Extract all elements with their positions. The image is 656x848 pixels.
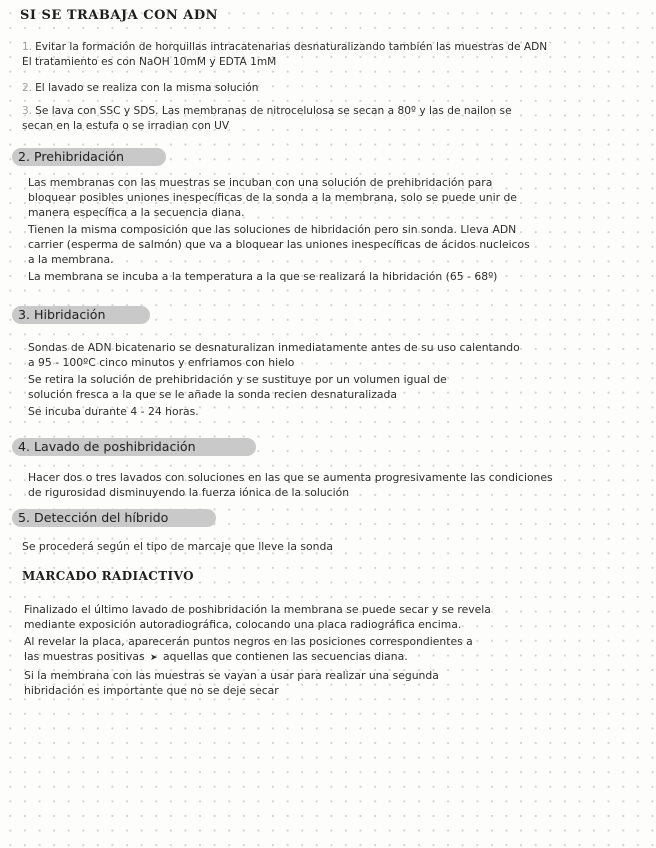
note-number: 1. [22,41,33,53]
paragraph-line: Las membranas con las muestras se incuban con una solución de prehibridación para [28,176,493,189]
paragraph-line: Al revelar la placa, aparecerán puntos negros en las posiciones correspondientes a [24,635,473,648]
section-heading-deteccion: 5. Detección del híbrido [12,509,216,527]
section-heading-lavado: 4. Lavado de poshibridación [12,438,256,456]
section-heading-hibridacion: 3. Hibridación [12,306,150,324]
paragraph [24,602,632,632]
note-item-1 [22,40,547,70]
note-item-3 [22,104,512,134]
section-body-deteccion [22,539,630,556]
paragraph-line: carrier (esperma de salmón) que va a bloquear las uniones inespecíficas de ácidos nucleicos [28,238,530,251]
paragraph-line: manera específica a la secuencia diana. [28,206,245,219]
note-text: Se lava con SSC y SDS. Las membranas de nitrocelulosa se secan a 80º y las de nailon se [35,105,512,117]
paragraph-line: a 95 - 100ºC cinco minutos y enfriamos con hielo [28,356,295,369]
paragraph-line: Hacer dos o tres lavados con soluciones en las que se aumenta progresivamente las condiciones [28,471,553,484]
paragraph-line: La membrana se incuba a la temperatura a la que se realizará la hibridación (65 - 68º) [28,270,498,283]
note-text: El lavado se realiza con la misma solución [35,82,259,94]
page-title: SI SE TRABAJA CON ADN [20,8,219,23]
arrow-right-icon: ➤ [150,653,158,663]
paragraph [22,539,630,554]
paragraph-line: hibridación es importante que no se deje secar [24,684,279,697]
note-text: Evitar la formación de horquillas intracatenarias desnaturalizando también las muestras de ADN [35,41,548,53]
note-text: secan en la estufa o se irradian con UV [22,119,230,132]
paragraph [28,372,636,402]
note-item-2 [22,81,259,96]
paragraph [24,634,632,666]
paragraph-line: de rigurosidad disminuyendo la fuerza iónica de la solución [28,486,350,499]
section-heading-prehibridacion: 2. Prehibridación [12,148,166,166]
paragraph-line: aquellas que contienen las secuencias diana. [163,650,408,663]
paragraph-line: mediante exposición autoradiográfica, colocando una placa radiográfica encima. [24,618,462,631]
paragraph-line: Si la membrana con las muestras se vayan a usar para realizar una segunda [24,669,439,682]
paragraph-line: Se retira la solución de prehibridación y se sustituye por un volumen igual de [28,373,447,386]
note-text: El tratamiento es con NaOH 10mM y EDTA 1mM [22,55,277,68]
paragraph-line: Tienen la misma composición que las soluciones de hibridación pero sin sonda. Lleva ADN [28,223,517,236]
note-number: 3. [22,105,33,117]
paragraph-line: Se procederá según el tipo de marcaje que lleve la sonda [22,540,333,553]
paragraph-line: a la membrana. [28,253,114,266]
paragraph [24,668,632,698]
paragraph-line: Se incuba durante 4 - 24 horas. [28,405,199,418]
section-body-hibridacion [28,340,636,421]
note-number: 2. [22,82,33,94]
paragraph [28,269,636,284]
paragraph [28,175,636,220]
paragraph [28,340,636,370]
paragraph-line: solución fresca a la que se le añade la sonda recien desnaturalizada [28,388,397,401]
paragraph-line: las muestras positivas [24,650,145,663]
paragraph [28,470,636,500]
section-body-prehibridacion [28,175,636,286]
section-body-marcado [24,602,632,700]
paragraph [28,222,636,267]
subheading-marcado-radiactivo: MARCADO RADIACTIVO [22,569,194,583]
paragraph-line: Sondas de ADN bicatenario se desnaturalizan inmediatamente antes de su uso calentando [28,341,520,354]
paragraph-line: Finalizado el último lavado de poshibridación la membrana se puede secar y se revela [24,603,491,616]
section-body-lavado [28,470,636,502]
paragraph [28,404,636,419]
paragraph-line: bloquear posibles uniones inespecíficas de la sonda a la membrana, solo se puede unir de [28,191,517,204]
